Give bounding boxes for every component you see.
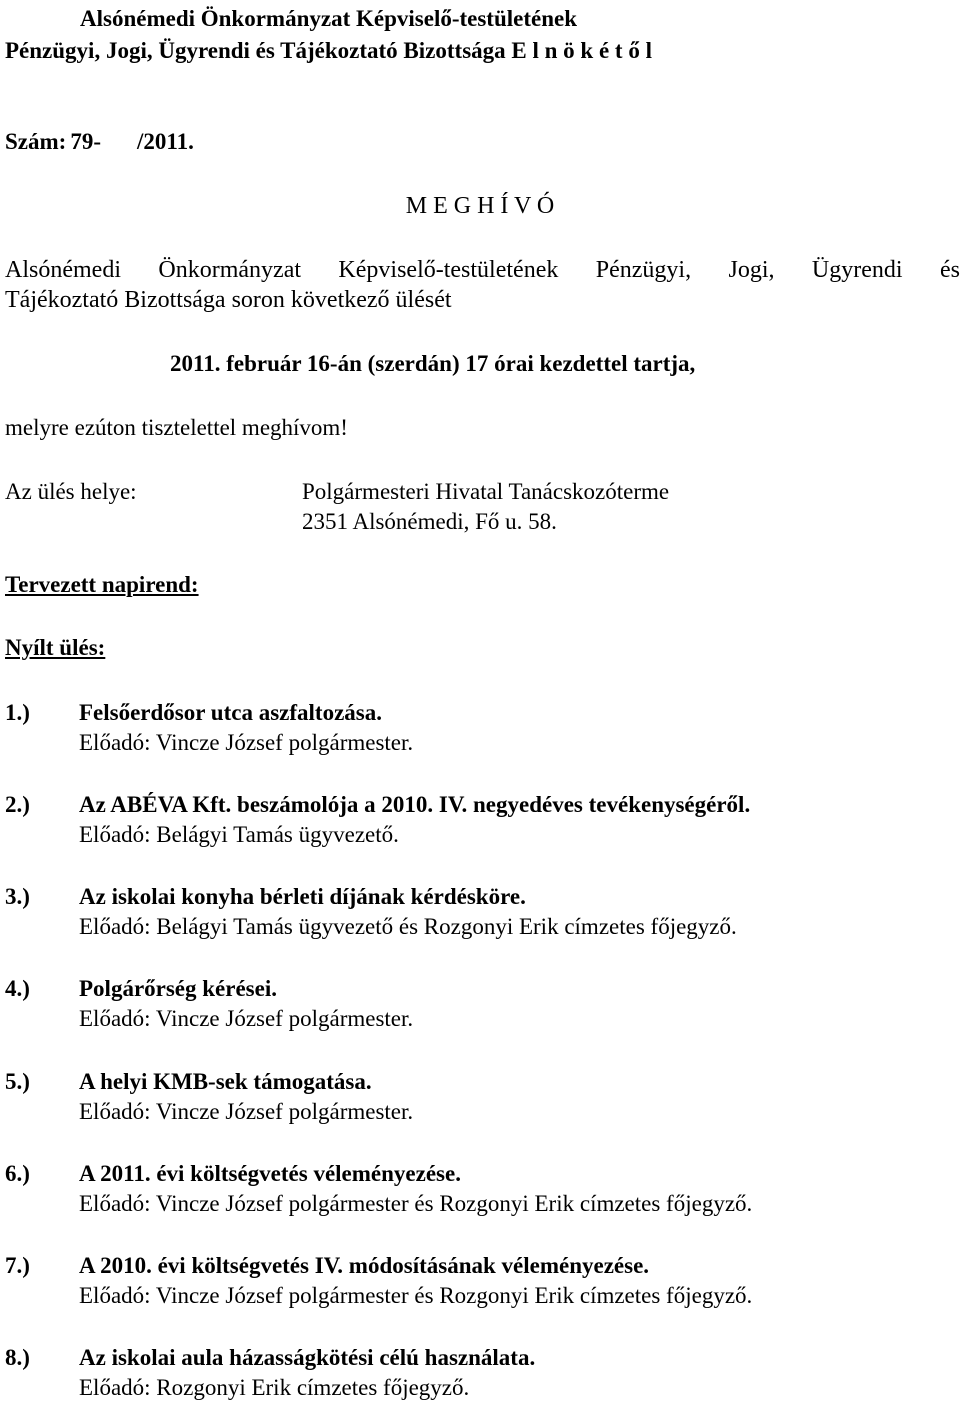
agenda-item-title: Az iskolai konyha bérleti díjának kérdésköre.	[79, 884, 526, 909]
intro-word: Képviselő-testületének	[338, 257, 559, 283]
agenda-item-title: A 2010. évi költségvetés IV. módosításának véleményezése.	[79, 1253, 650, 1278]
agenda-item-number: 3.)	[5, 884, 30, 909]
agenda-item-number: 7.)	[5, 1253, 30, 1278]
venue-address: 2351 Alsónémedi, Fő u. 58.	[302, 509, 557, 534]
agenda-item-presenter: Előadó: Vincze József polgármester és Rozgonyi Erik címzetes főjegyző.	[79, 1283, 753, 1308]
intro-word: és	[939, 257, 960, 283]
agenda-item-presenter: Előadó: Vincze József polgármester.	[79, 730, 414, 755]
document-title: M E G H Í V Ó	[405, 193, 555, 219]
agenda-item-presenter: Előadó: Rozgonyi Erik címzetes főjegyző.	[79, 1375, 470, 1400]
agenda-item-presenter: Előadó: Belágyi Tamás ügyvezető.	[79, 822, 399, 847]
agenda-item-number: 2.)	[5, 792, 30, 817]
invitation-text: melyre ezúton tisztelettel meghívom!	[5, 415, 348, 440]
header-line-2: Pénzügyi, Jogi, Ügyrendi és Tájékoztató Bizottsága E l n ö k é t ő l	[5, 38, 652, 63]
intro-word: Ügyrendi	[811, 257, 903, 283]
agenda-item-presenter: Előadó: Vincze József polgármester.	[79, 1006, 414, 1031]
intro-line-2: Tájékoztató Bizottsága soron következő ülését	[5, 287, 452, 313]
agenda-item-number: 1.)	[5, 700, 30, 725]
header-line-1: Alsónémedi Önkormányzat Képviselő-testületének	[80, 6, 578, 31]
agenda-item-number: 8.)	[5, 1345, 30, 1370]
agenda-title: Tervezett napirend:	[5, 572, 199, 597]
agenda-item-presenter: Előadó: Vincze József polgármester.	[79, 1099, 414, 1124]
reference-label: Szám:	[5, 129, 67, 154]
reference-year: /2011.	[137, 129, 194, 154]
agenda-item-number: 6.)	[5, 1161, 30, 1186]
intro-word: Alsónémedi	[5, 257, 121, 283]
meeting-datetime: 2011. február 16-án (szerdán) 17 órai kezdettel tartja,	[170, 351, 696, 376]
agenda-item-title: Az ABÉVA Kft. beszámolója a 2010. IV. negyedéves tevékenységéről.	[79, 792, 751, 817]
agenda-item-number: 4.)	[5, 976, 30, 1001]
agenda-item-presenter: Előadó: Vincze József polgármester és Rozgonyi Erik címzetes főjegyző.	[79, 1191, 753, 1216]
open-session-title: Nyílt ülés:	[5, 635, 106, 660]
agenda-item-presenter: Előadó: Belágyi Tamás ügyvezető és Rozgonyi Erik címzetes főjegyző.	[79, 914, 737, 939]
venue-name: Polgármesteri Hivatal Tanácskozóterme	[302, 479, 670, 504]
reference-num: 79-	[70, 129, 101, 154]
agenda-item-title: Felsőerdősor utca aszfaltozása.	[79, 700, 382, 725]
venue-label: Az ülés helye:	[5, 479, 137, 504]
intro-word: Jogi,	[728, 257, 775, 283]
agenda-item-title: Az iskolai aula házasságkötési célú használata.	[79, 1345, 536, 1370]
intro-word: Pénzügyi,	[595, 257, 692, 283]
agenda-item-title: A 2011. évi költségvetés véleményezése.	[79, 1161, 461, 1186]
agenda-item-number: 5.)	[5, 1069, 30, 1094]
intro-word: Önkormányzat	[158, 257, 302, 283]
intro-line-1	[5, 256, 960, 285]
reference-number	[5, 128, 194, 156]
agenda-item-title: A helyi KMB-sek támogatása.	[79, 1069, 372, 1094]
agenda-item-title: Polgárőrség kérései.	[79, 976, 277, 1001]
